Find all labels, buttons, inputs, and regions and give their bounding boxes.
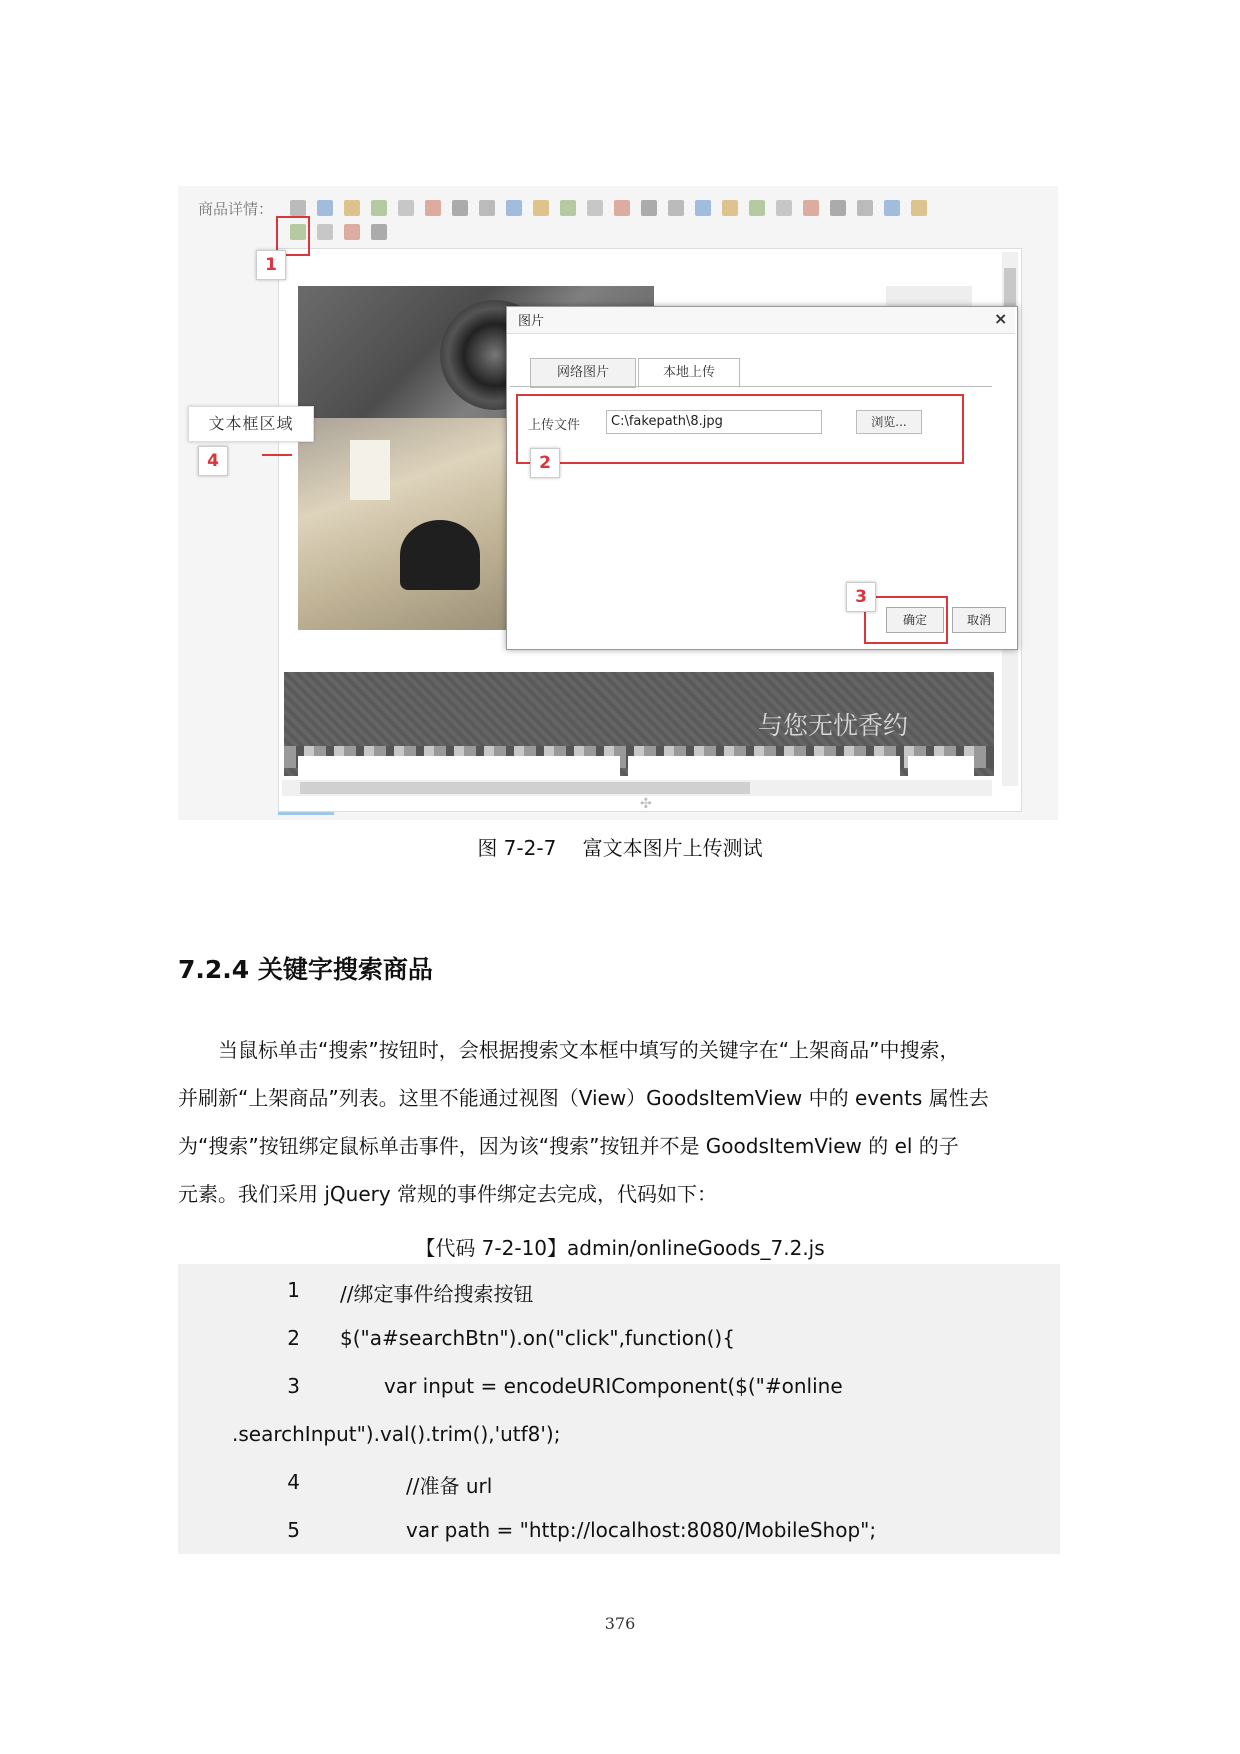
emoji-icon[interactable] (371, 224, 387, 240)
font-color-icon[interactable] (587, 200, 603, 216)
banner-text: 与您无忧香约 (758, 711, 909, 740)
strikethrough-icon[interactable] (722, 200, 738, 216)
highlight-box-2 (516, 394, 964, 464)
dialog-title: 图片 (518, 314, 545, 329)
redo-icon[interactable] (344, 200, 360, 216)
banner-card (628, 756, 900, 776)
tab-divider (510, 386, 992, 387)
code-line-number: 3 (287, 1374, 300, 1398)
horizontal-scrollbar-thumb[interactable] (300, 782, 750, 794)
umbrella-image (400, 520, 480, 590)
format-brush-icon[interactable] (425, 200, 441, 216)
code-line-number: 4 (287, 1470, 300, 1494)
figure-caption: 图 7-2-7 富文本图片上传测试 (477, 836, 763, 860)
font-family-icon[interactable] (533, 200, 549, 216)
editor-toolbar (286, 196, 1026, 248)
tab-network-image[interactable]: 网络图片 (530, 358, 636, 388)
link-icon[interactable] (911, 200, 927, 216)
upload-file-label: 上传文件 (528, 418, 581, 433)
align-center-icon[interactable] (803, 200, 819, 216)
font-size-icon[interactable] (560, 200, 576, 216)
callout-number-2: 2 (530, 448, 560, 478)
upload-file-input[interactable]: C:\fakepath\8.jpg (606, 410, 822, 434)
highlight-icon[interactable] (614, 200, 630, 216)
paste-text-icon[interactable] (398, 200, 414, 216)
softbox-image (350, 440, 390, 500)
highlight-box-3 (864, 596, 948, 644)
unlink-icon[interactable] (317, 224, 333, 240)
code-line-text: var input = encodeURIComponent($("#online (384, 1374, 843, 1398)
paragraph-line: 元素。我们采用 jQuery 常规的事件绑定去完成，代码如下： (178, 1182, 718, 1206)
browse-button[interactable]: 浏览... (856, 410, 922, 434)
code-line-text: $("a#searchBtn").on("click",function(){ (340, 1326, 735, 1350)
paragraph-line: 并刷新“上架商品”列表。这里不能通过视图（View）GoodsItemView 中的 events 属性去 (178, 1086, 989, 1110)
bold-icon[interactable] (641, 200, 657, 216)
underline-icon[interactable] (695, 200, 711, 216)
resize-grip-icon[interactable]: ✣ (640, 796, 652, 812)
ok-button[interactable]: 确定 (886, 607, 944, 633)
picture-icon[interactable] (344, 224, 360, 240)
align-right-icon[interactable] (830, 200, 846, 216)
code-line-number: 2 (287, 1326, 300, 1350)
code-line-text: //绑定事件给搜索按钮 (340, 1282, 534, 1306)
code-line-number: 1 (287, 1278, 300, 1302)
code-line-number: 5 (287, 1518, 300, 1542)
studio-photo (298, 418, 512, 630)
code-line-text: .searchInput").val().trim(),'utf8'); (232, 1422, 561, 1446)
editor-label: 商品详情： (198, 200, 274, 218)
banner-card (298, 756, 620, 776)
text-area-callout: 文本框区域 (188, 406, 314, 442)
italic-icon[interactable] (668, 200, 684, 216)
background-block (886, 286, 972, 308)
code-line-text: var path = "http://localhost:8080/MobileShop"; (406, 1518, 877, 1542)
undo-icon[interactable] (317, 200, 333, 216)
code-caption: 【代码 7-2-10】admin/onlineGoods_7.2.js (415, 1236, 825, 1260)
banner-cards (298, 756, 974, 776)
align-left-icon[interactable] (776, 200, 792, 216)
source-icon[interactable] (290, 200, 306, 216)
ordered-list-icon[interactable] (857, 200, 873, 216)
editor-focus-line (278, 812, 334, 815)
callout-line-4 (262, 454, 292, 456)
dialog-header (507, 307, 1015, 334)
select-icon[interactable] (479, 200, 495, 216)
paragraph-line: 当鼠标单击“搜索”按钮时，会根据搜索文本框中填写的关键字在“上架商品”中搜索， (178, 1038, 960, 1062)
close-icon[interactable]: × (994, 309, 1008, 328)
banner-card (908, 756, 974, 776)
callout-number-1: 1 (256, 250, 286, 280)
callout-number-3: 3 (846, 582, 876, 612)
paste-icon[interactable] (371, 200, 387, 216)
clear-format-icon[interactable] (452, 200, 468, 216)
code-block (178, 1264, 1060, 1554)
eraser-icon[interactable] (749, 200, 765, 216)
paragraph-line: 为“搜索”按钮绑定鼠标单击事件，因为该“搜索”按钮并不是 GoodsItemView 的 el 的子 (178, 1134, 959, 1158)
fullscreen-icon[interactable] (506, 200, 522, 216)
unordered-list-icon[interactable] (884, 200, 900, 216)
cancel-button[interactable]: 取消 (952, 607, 1006, 633)
section-heading: 7.2.4 关键字搜索商品 (178, 955, 433, 984)
page-number: 376 (604, 1614, 636, 1633)
code-line-text: //准备 url (406, 1474, 493, 1498)
tab-local-upload[interactable]: 本地上传 (638, 358, 740, 388)
callout-number-4: 4 (198, 446, 228, 476)
